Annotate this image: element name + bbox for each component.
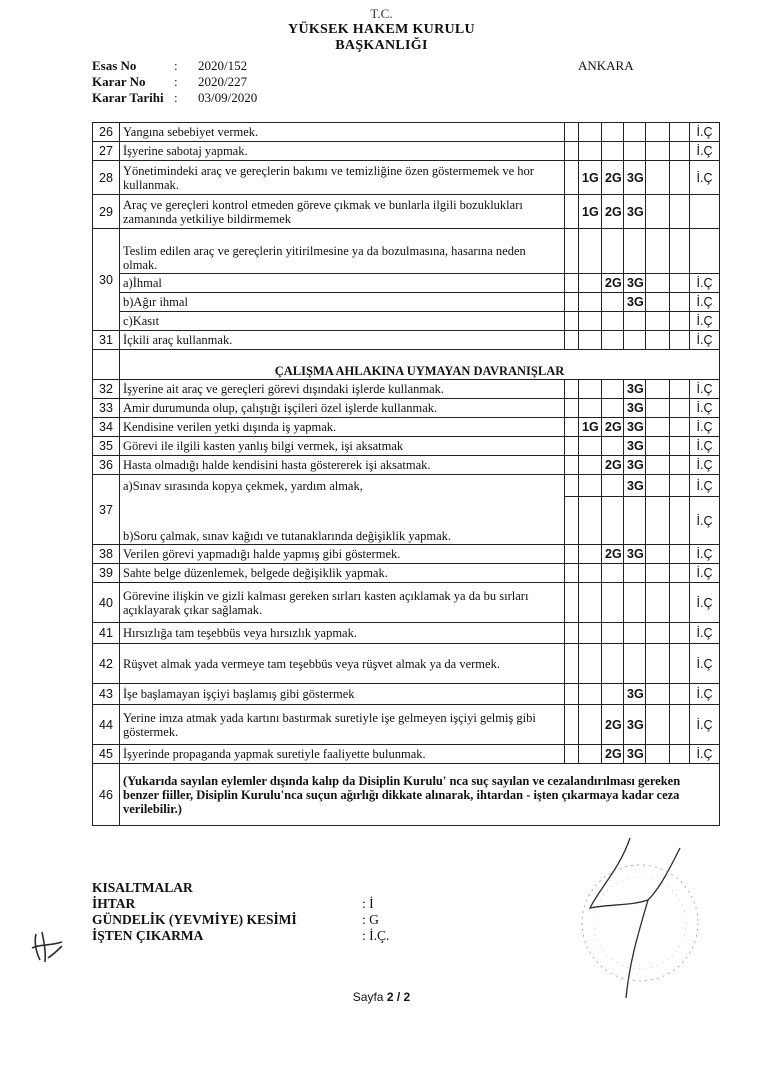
penalty-ic: İ.Ç bbox=[690, 293, 720, 312]
table-row bbox=[93, 644, 720, 684]
row-number: 40 bbox=[93, 583, 120, 623]
row-number: 28 bbox=[93, 161, 120, 195]
row-text: İşyerinde propaganda yapmak suretiyle faaliyette bulunmak. bbox=[120, 745, 565, 764]
row-text: Araç ve gereçleri kontrol etmeden göreve çıkmak ve bunlarla ilgili bozuklukları zamanında yetkiliye bildirmemek bbox=[120, 195, 565, 229]
row-number: 34 bbox=[93, 418, 120, 437]
table-row bbox=[93, 274, 720, 293]
penalty-ic: İ.Ç bbox=[690, 418, 720, 437]
penalty-ic: İ.Ç bbox=[690, 142, 720, 161]
row-number: 41 bbox=[93, 623, 120, 644]
penalty-2g bbox=[602, 380, 624, 399]
row-number: 43 bbox=[93, 684, 120, 705]
row-text: Yangına sebebiyet vermek. bbox=[120, 123, 565, 142]
penalty-ic: İ.Ç bbox=[690, 437, 720, 456]
row-text: İçkili araç kullanmak. bbox=[120, 331, 565, 350]
row-text: Görevi ile ilgili kasten yanlış bilgi vermek, işi aksatmak bbox=[120, 437, 565, 456]
penalty-3g: 3G bbox=[624, 161, 646, 195]
row-number: 38 bbox=[93, 545, 120, 564]
penalty-3g: 3G bbox=[624, 437, 646, 456]
row-subtext: b)Ağır ihmal bbox=[120, 293, 565, 312]
penalty-ic: İ.Ç bbox=[690, 274, 720, 293]
row-number: 33 bbox=[93, 399, 120, 418]
penalty-1g bbox=[579, 123, 602, 142]
abbr-isten-label: İŞTEN ÇIKARMA bbox=[92, 928, 204, 943]
penalty-ic: İ.Ç bbox=[690, 475, 720, 497]
colon: : bbox=[174, 58, 178, 73]
abbr-ihtar-label: İHTAR bbox=[92, 896, 136, 911]
signature-mark-left bbox=[28, 928, 68, 968]
penalty-3g: 3G bbox=[624, 705, 646, 745]
page-current: 2 bbox=[386, 990, 394, 1004]
row-number: 32 bbox=[93, 380, 120, 399]
page-total: 2 bbox=[403, 990, 411, 1004]
tarih-value: 03/09/2020 bbox=[198, 90, 258, 105]
penalty-2g bbox=[602, 684, 624, 705]
abbr-gundelik-value: : G bbox=[362, 912, 379, 927]
penalty-3g: 3G bbox=[624, 475, 646, 497]
penalty-3g: 3G bbox=[624, 195, 646, 229]
penalty-2g bbox=[602, 437, 624, 456]
penalty-1g bbox=[579, 399, 602, 418]
penalty-ic: İ.Ç bbox=[690, 583, 720, 623]
table-row bbox=[93, 142, 720, 161]
penalty-2g: 2G bbox=[602, 745, 624, 764]
penalty-2g: 2G bbox=[602, 161, 624, 195]
penalty-2g: 2G bbox=[602, 418, 624, 437]
table-row bbox=[93, 380, 720, 399]
penalty-3g: 3G bbox=[624, 545, 646, 564]
penalty-ic: İ.Ç bbox=[690, 380, 720, 399]
penalty-2g: 2G bbox=[602, 545, 624, 564]
row-text: Hasta olmadığı halde kendisini hasta göstererek işi aksatmak. bbox=[120, 456, 565, 475]
esas-value: 2020/152 bbox=[198, 58, 248, 73]
row-number: 31 bbox=[93, 331, 120, 350]
penalty-ic: İ.Ç bbox=[690, 456, 720, 475]
row-number: 46 bbox=[93, 764, 120, 826]
penalty-ic: İ.Ç bbox=[690, 684, 720, 705]
colon: : bbox=[174, 74, 178, 89]
row-number: 35 bbox=[93, 437, 120, 456]
row-number: 37 bbox=[93, 475, 120, 545]
row-text: İşe başlamayan işçiyi başlamış gibi göstermek bbox=[120, 684, 565, 705]
penalty-1g: 1G bbox=[579, 418, 602, 437]
penalty-ic: İ.Ç bbox=[690, 623, 720, 644]
abbreviations bbox=[92, 880, 389, 944]
penalty-1g bbox=[579, 456, 602, 475]
abbr-isten-value: : İ.Ç. bbox=[362, 928, 390, 943]
row-number: 45 bbox=[93, 745, 120, 764]
penalty-ic: İ.Ç bbox=[690, 564, 720, 583]
penalty-2g: 2G bbox=[602, 705, 624, 745]
table-row bbox=[93, 399, 720, 418]
penalty-ic: İ.Ç bbox=[690, 399, 720, 418]
row-text: İşyerine sabotaj yapmak. bbox=[120, 142, 565, 161]
abbreviations-title: KISALTMALAR bbox=[92, 880, 193, 895]
penalty-ic: İ.Ç bbox=[690, 644, 720, 684]
colon: : bbox=[174, 90, 178, 105]
penalty-3g: 3G bbox=[624, 456, 646, 475]
row-text: Görevine ilişkin ve gizli kalması gereken sırları kasten açıklamak ya da bu sırları açıklayarak çıkar sağlamak. bbox=[120, 583, 565, 623]
row-number: 44 bbox=[93, 705, 120, 745]
penalty-1g bbox=[579, 684, 602, 705]
tarih-label: Karar Tarihi bbox=[92, 90, 164, 105]
header-tc: T.C. bbox=[370, 6, 393, 21]
table-row bbox=[93, 564, 720, 583]
table-row bbox=[93, 545, 720, 564]
penalty-3g: 3G bbox=[624, 745, 646, 764]
row-number: 29 bbox=[93, 195, 120, 229]
row-subtext: b)Soru çalmak, sınav kağıdı ve tutanaklarında değişiklik yapmak. bbox=[120, 497, 565, 545]
penalty-1g bbox=[579, 380, 602, 399]
penalty-ic: İ.Ç bbox=[690, 497, 720, 545]
table-row bbox=[93, 583, 720, 623]
table-row bbox=[93, 705, 720, 745]
penalty-1g bbox=[579, 545, 602, 564]
row-subtext: a)İhmal bbox=[120, 274, 565, 293]
table-row bbox=[93, 437, 720, 456]
penalty-2g: 2G bbox=[602, 456, 624, 475]
penalty-ic: İ.Ç bbox=[690, 312, 720, 331]
page-prefix: Sayfa bbox=[352, 990, 387, 1004]
esas-label: Esas No bbox=[92, 58, 137, 73]
row-subtext: a)Sınav sırasında kopya çekmek, yardım almak, bbox=[120, 475, 565, 497]
penalty-ic: İ.Ç bbox=[690, 705, 720, 745]
penalty-1g bbox=[579, 142, 602, 161]
row-text: Teslim edilen araç ve gereçlerin yitirilmesine ya da bozulmasına, hasarına neden olmak. bbox=[120, 229, 565, 274]
row-number: 36 bbox=[93, 456, 120, 475]
row-text: Amir durumunda olup, çalıştığı işçileri özel işlerde kullanmak. bbox=[120, 399, 565, 418]
page-number bbox=[0, 990, 763, 1004]
row-text: Yönetimindeki araç ve gereçlerin bakımı ve temizliğine özen göstermemek ve hor kullanmak. bbox=[120, 161, 565, 195]
row-text: Hırsızlığa tam teşebbüs veya hırsızlık yapmak. bbox=[120, 623, 565, 644]
row-number: 42 bbox=[93, 644, 120, 684]
row-number: 39 bbox=[93, 564, 120, 583]
section-row bbox=[93, 350, 720, 380]
penalty-1g: 1G bbox=[579, 161, 602, 195]
city: ANKARA bbox=[578, 58, 634, 73]
row-subtext: c)Kasıt bbox=[120, 312, 565, 331]
row-text: İşyerine ait araç ve gereçleri görevi dışındaki işlerde kullanmak. bbox=[120, 380, 565, 399]
discipline-table bbox=[92, 122, 720, 826]
penalty-3g: 3G bbox=[624, 399, 646, 418]
table-row bbox=[93, 418, 720, 437]
table-row bbox=[93, 764, 720, 826]
table-row bbox=[93, 229, 720, 274]
row-text: Yerine imza atmak yada kartını bastırmak suretiyle işe gelmeyen işçiyi gelmiş gibi göstermek. bbox=[120, 705, 565, 745]
row-text: Sahte belge düzenlemek, belgede değişiklik yapmak. bbox=[120, 564, 565, 583]
table-row bbox=[93, 745, 720, 764]
penalty-3g: 3G bbox=[624, 274, 646, 293]
table-row bbox=[93, 161, 720, 195]
row-text: (Yukarıda sayılan eylemler dışında kalıp da Disiplin Kurulu' nca suç sayılan ve cezalandırılması gereken benzer fiiller, Disiplin Kurulu'nca suçun ağırlığı dikkate alınarak, ihtardan - işten çıkarmaya kadar ceza verilebilir.) bbox=[120, 764, 720, 826]
penalty-2g: 2G bbox=[602, 274, 624, 293]
penalty-2g bbox=[602, 399, 624, 418]
table-row bbox=[93, 293, 720, 312]
row-text: Rüşvet almak yada vermeye tam teşebbüs veya rüşvet almak ya da vermek. bbox=[120, 644, 565, 684]
penalty-2g bbox=[602, 142, 624, 161]
table-row bbox=[93, 331, 720, 350]
penalty-3g: 3G bbox=[624, 293, 646, 312]
table-row bbox=[93, 312, 720, 331]
penalty-1g bbox=[579, 745, 602, 764]
abbr-gundelik-label: GÜNDELİK (YEVMİYE) KESİMİ bbox=[92, 912, 297, 927]
penalty-ic bbox=[690, 195, 720, 229]
penalty-3g bbox=[624, 142, 646, 161]
penalty-1g bbox=[579, 705, 602, 745]
karar-value: 2020/227 bbox=[198, 74, 248, 89]
penalty-3g: 3G bbox=[624, 684, 646, 705]
penalty-ic: İ.Ç bbox=[690, 331, 720, 350]
penalty-1g bbox=[579, 437, 602, 456]
table-row bbox=[93, 195, 720, 229]
penalty-ic: İ.Ç bbox=[690, 545, 720, 564]
row-number: 26 bbox=[93, 123, 120, 142]
penalty-2g bbox=[602, 123, 624, 142]
penalty-3g: 3G bbox=[624, 418, 646, 437]
page-separator: / bbox=[393, 990, 404, 1004]
penalty-ic: İ.Ç bbox=[690, 745, 720, 764]
header-title: YÜKSEK HAKEM KURULU bbox=[288, 22, 475, 37]
table-row bbox=[93, 497, 720, 545]
section-heading: ÇALIŞMA AHLAKINA UYMAYAN DAVRANIŞLAR bbox=[120, 350, 720, 380]
table-row bbox=[93, 684, 720, 705]
header-subtitle: BAŞKANLIĞI bbox=[335, 38, 428, 53]
case-meta bbox=[92, 58, 257, 106]
abbr-ihtar-value: : İ bbox=[362, 896, 374, 911]
row-text: Verilen görevi yapmadığı halde yapmış gibi göstermek. bbox=[120, 545, 565, 564]
document-header bbox=[0, 6, 763, 54]
penalty-ic: İ.Ç bbox=[690, 161, 720, 195]
penalty-ic: İ.Ç bbox=[690, 123, 720, 142]
table-row bbox=[93, 623, 720, 644]
penalty-1g: 1G bbox=[579, 195, 602, 229]
penalty-3g: 3G bbox=[624, 380, 646, 399]
penalty-3g bbox=[624, 123, 646, 142]
table-row bbox=[93, 456, 720, 475]
row-number: 30 bbox=[93, 229, 120, 331]
signature-scribble bbox=[560, 828, 720, 1008]
row-text: Kendisine verilen yetki dışında iş yapmak. bbox=[120, 418, 565, 437]
row-number: 27 bbox=[93, 142, 120, 161]
karar-label: Karar No bbox=[92, 74, 146, 89]
table-row bbox=[93, 123, 720, 142]
penalty-2g: 2G bbox=[602, 195, 624, 229]
table-row bbox=[93, 475, 720, 497]
